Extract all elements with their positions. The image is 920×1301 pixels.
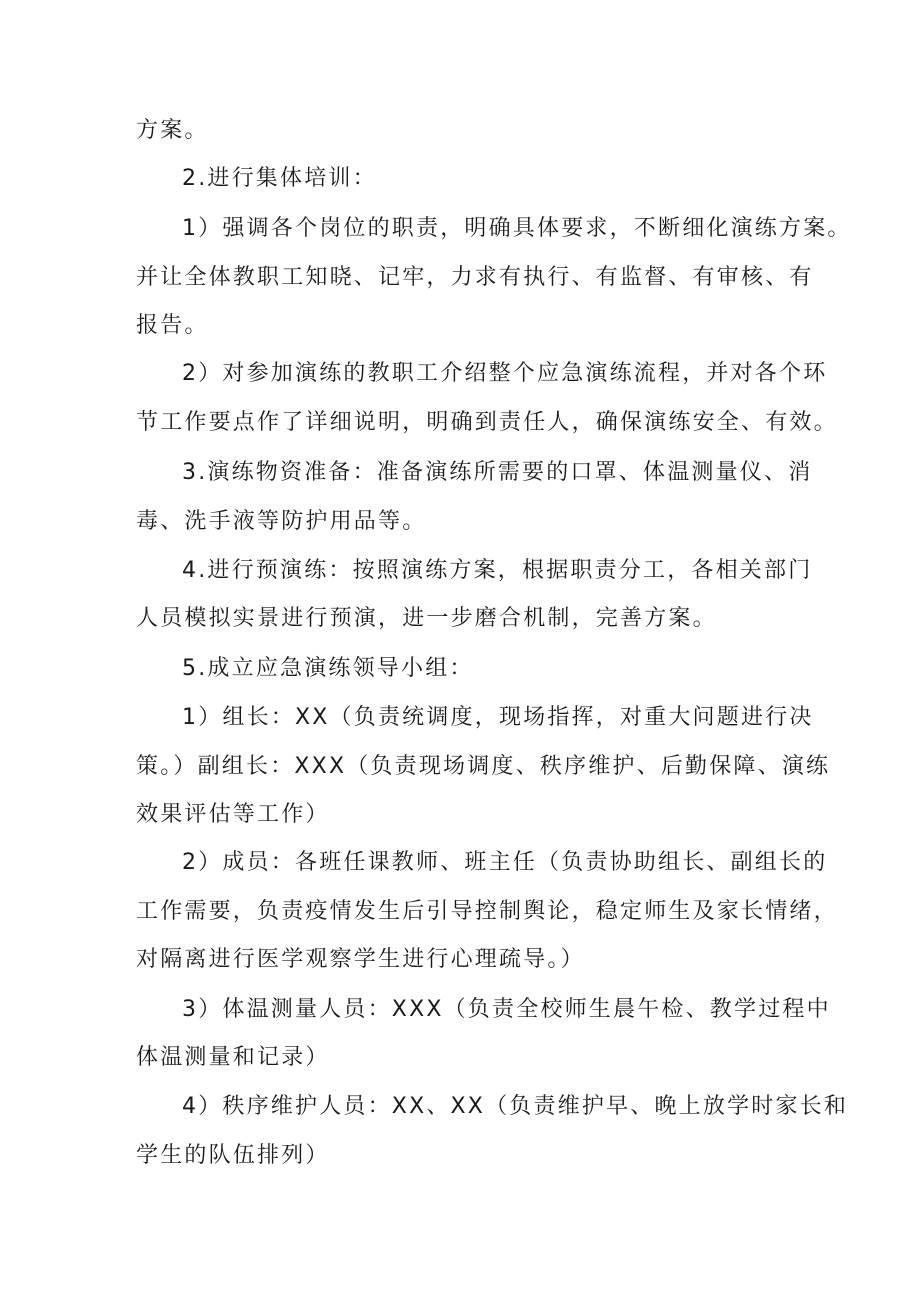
text-line: 学生的队伍排列） bbox=[136, 1143, 330, 1168]
text-line: 工作需要，负责疫情发生后引导控制舆论，稳定师生及家长情绪， bbox=[136, 899, 838, 924]
text-line: 2）对参加演练的教职工介绍整个应急演练流程，并对各个环 bbox=[182, 361, 828, 386]
text-line: 效果评估等工作） bbox=[136, 802, 330, 827]
text-line: 并让全体教职工知晓、记牢，力求有执行、有监督、有审核、有 bbox=[136, 265, 814, 290]
text-line: 1）强调各个岗位的职责，明确具体要求，不断细化演练方案。 bbox=[182, 216, 852, 241]
text-line: 体温测量和记录） bbox=[136, 1045, 330, 1070]
text-line: 2.进行集体培训： bbox=[182, 166, 377, 191]
text-line: 2）成员：各班任课教师、班主任（负责协助组长、副组长的 bbox=[182, 850, 828, 875]
text-line: 对隔离进行医学观察学生进行心理疏导。） bbox=[136, 947, 585, 972]
text-line: 1）组长：XX（负责统调度，现场指挥，对重大问题进行决 bbox=[182, 705, 814, 730]
text-line: 报告。 bbox=[136, 313, 209, 338]
text-line: 3）体温测量人员：XXX（负责全校师生晨午检、教学过程中 bbox=[182, 997, 831, 1022]
text-line: 毒、洗手液等防护用品等。 bbox=[136, 509, 427, 534]
text-line: 人员模拟实景进行预演，进一步磨合机制，完善方案。 bbox=[136, 606, 717, 631]
text-line: 策。）副组长：XXX（负责现场调度、秩序维护、后勤保障、演练 bbox=[136, 754, 831, 779]
text-line: 3.演练物资准备：准备演练所需要的口罩、体温测量仪、消 bbox=[182, 460, 813, 485]
text-line: 4）秩序维护人员：XX、XX（负责维护早、晚上放学时家长和 bbox=[182, 1094, 849, 1119]
text-line: 方案。 bbox=[136, 118, 209, 143]
text-line: 5.成立应急演练领导小组： bbox=[182, 656, 474, 681]
text-line: 4.进行预演练：按照演练方案，根据职责分工，各相关部门 bbox=[182, 558, 813, 583]
text-line: 节工作要点作了详细说明，明确到责任人，确保演练安全、有效。 bbox=[136, 410, 838, 435]
